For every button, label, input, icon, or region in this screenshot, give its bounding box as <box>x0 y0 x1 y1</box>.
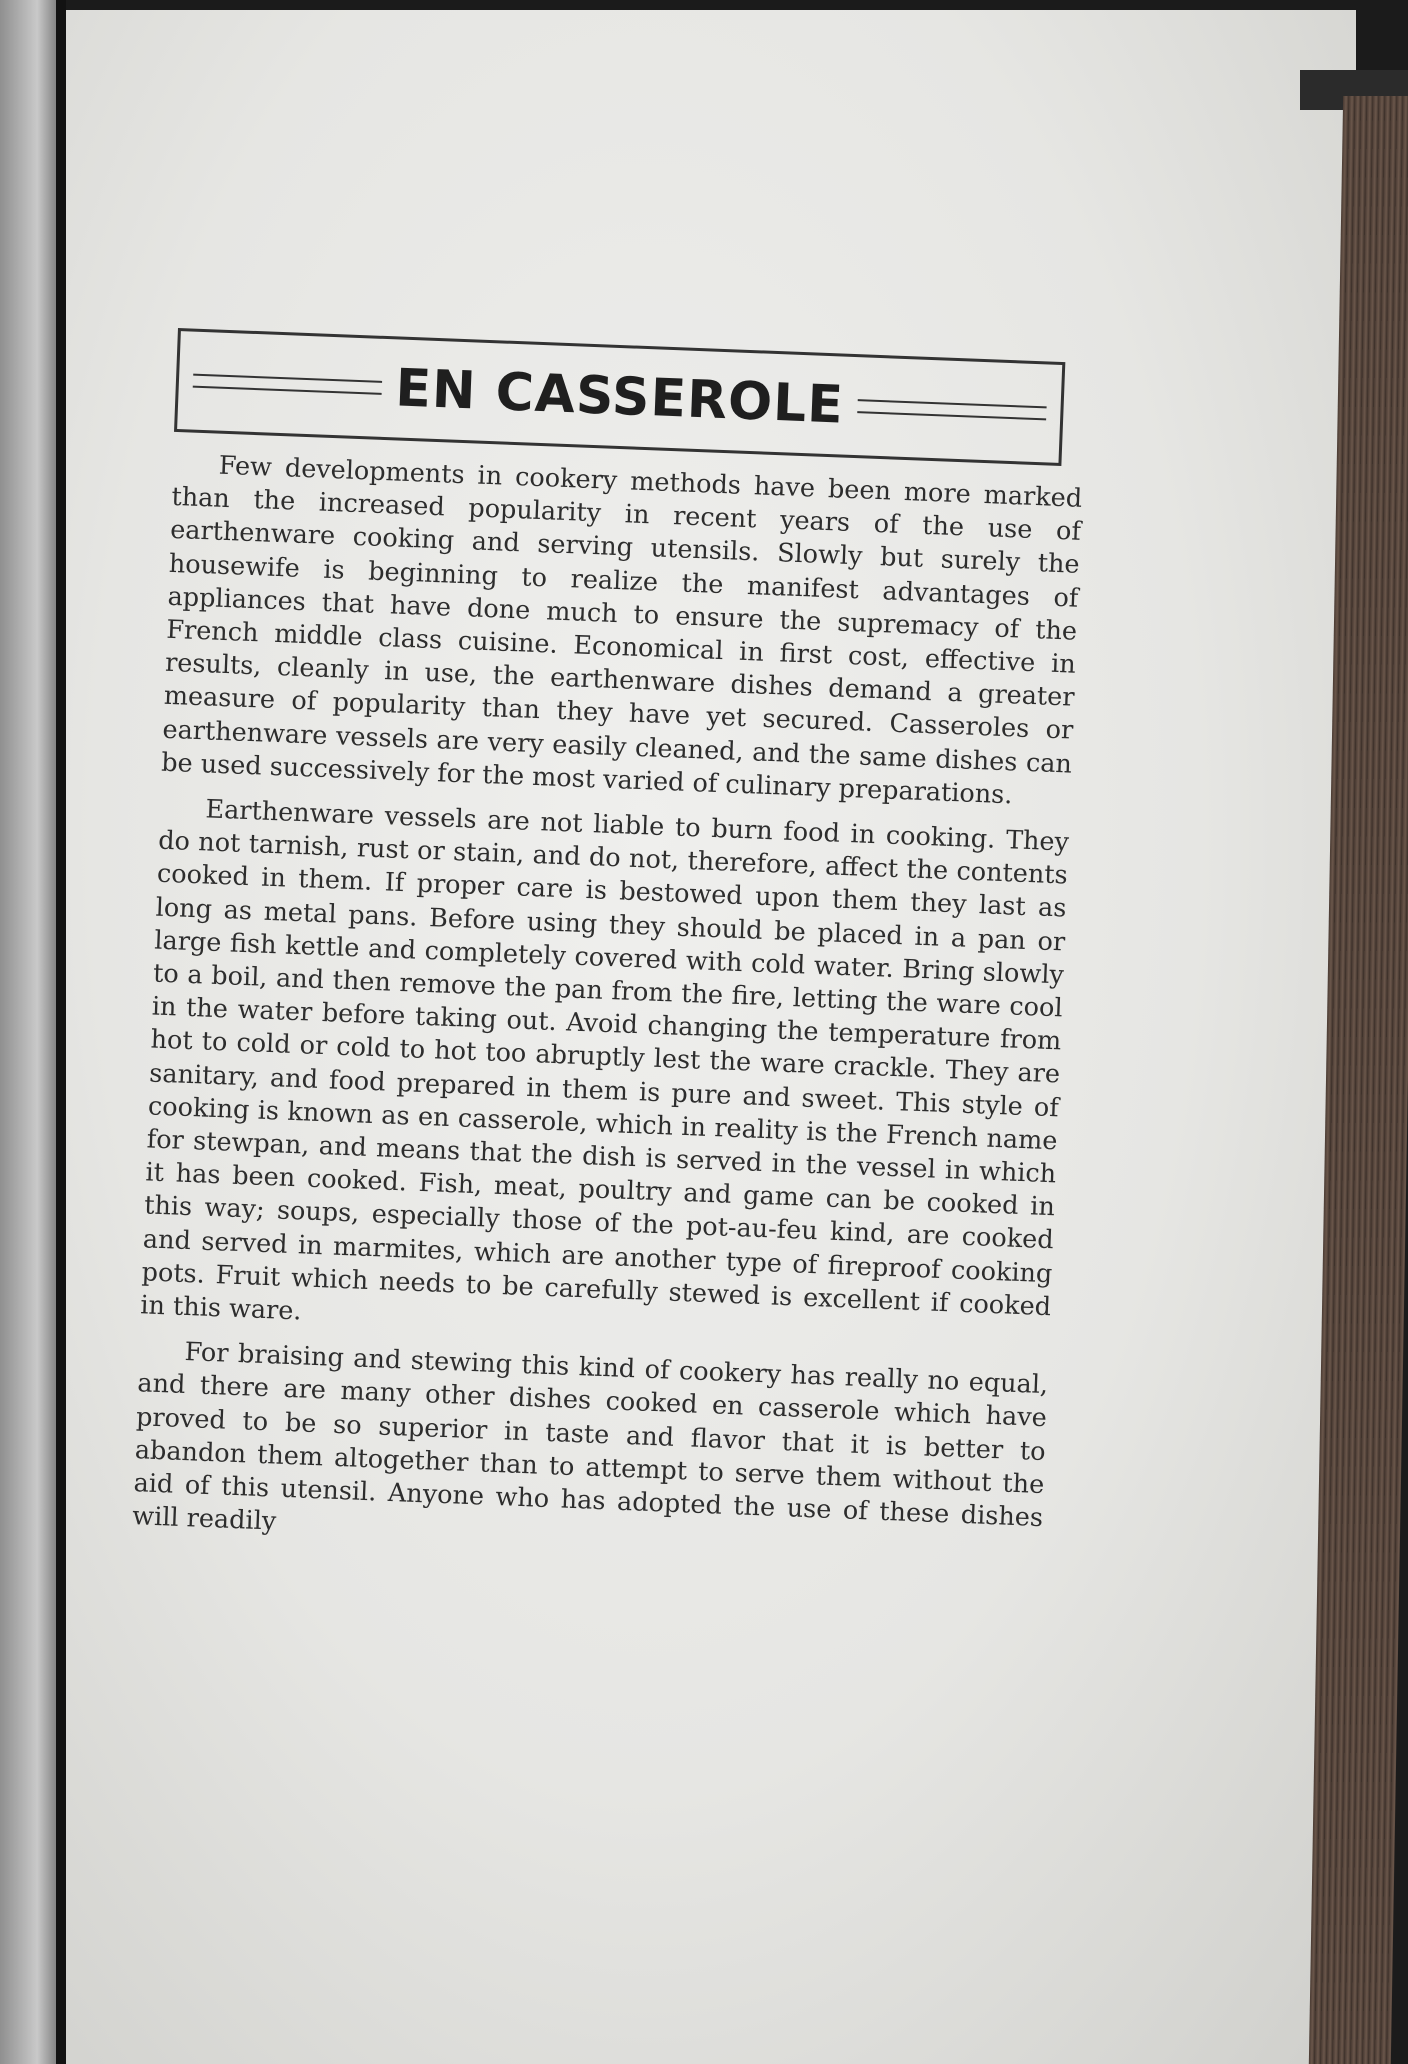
title-rule-right <box>858 399 1047 420</box>
adjacent-page-edge <box>0 0 62 2064</box>
paragraph-1: Few developments in cookery methods have been more marked than the increased popularity in recent years of the use of earthenware cooking and serving utensils. Slowly but surely the housewife is beginning to realize the manifest advantages of appliances that have done much to ensure the supremacy of the French middle class cuisine. Economical in first cost, effective in results, cleanly in use, the earthenware dishes demand a greater measure of popularity than they have yet secured. Casseroles or earthenware vessels are very easily cleaned, and the same dishes can be used successively for the most varied of culinary preparations. <box>160 450 1083 811</box>
paragraph-3: For braising and stewing this kind of cookery has really no equal, and there are many other dishes cooked en casserole which have proved to be so superior in taste and flavor that it is better to abandon them altogether than to attempt to serve them without the aid of this utensil. Anyone who has adopted the use of these dishes will readily <box>131 1337 1049 1537</box>
page-title: EN CASSEROLE <box>394 358 845 436</box>
page-content <box>131 328 1087 1581</box>
book-gutter <box>56 0 66 2064</box>
paragraph-2: Earthenware vessels are not liable to burn food in cooking. They do not tarnish, rust or stain, and do not, therefore, affect the contents cooked in them. If proper care is bestowed upon them they last as long as metal pans. Before using they should be placed in a pan or large fish kettle and completely covered with cold water. Bring slowly to a boil, and then remove the pan from the fire, letting the ware cool in the water before taking out. Avoid changing the temperature from hot to cold or cold to hot too abruptly lest the ware crackle. They are sanitary, and food prepared in them is pure and sweet. This style of cooking is known as en casserole, which in reality is the French name for stewpan, and means that the dish is served in the vessel in which it has been cooked. Fish, meat, poultry and game can be cooked in this way; soups, especially those of the pot-au-feu kind, are cooked and served in marmites, which are another type of fireproof cooking pots. Fruit which needs to be carefully stewed is excellent if cooked in this ware. <box>139 794 1070 1327</box>
body-text <box>132 448 1083 1569</box>
title-rule-left <box>193 374 382 395</box>
